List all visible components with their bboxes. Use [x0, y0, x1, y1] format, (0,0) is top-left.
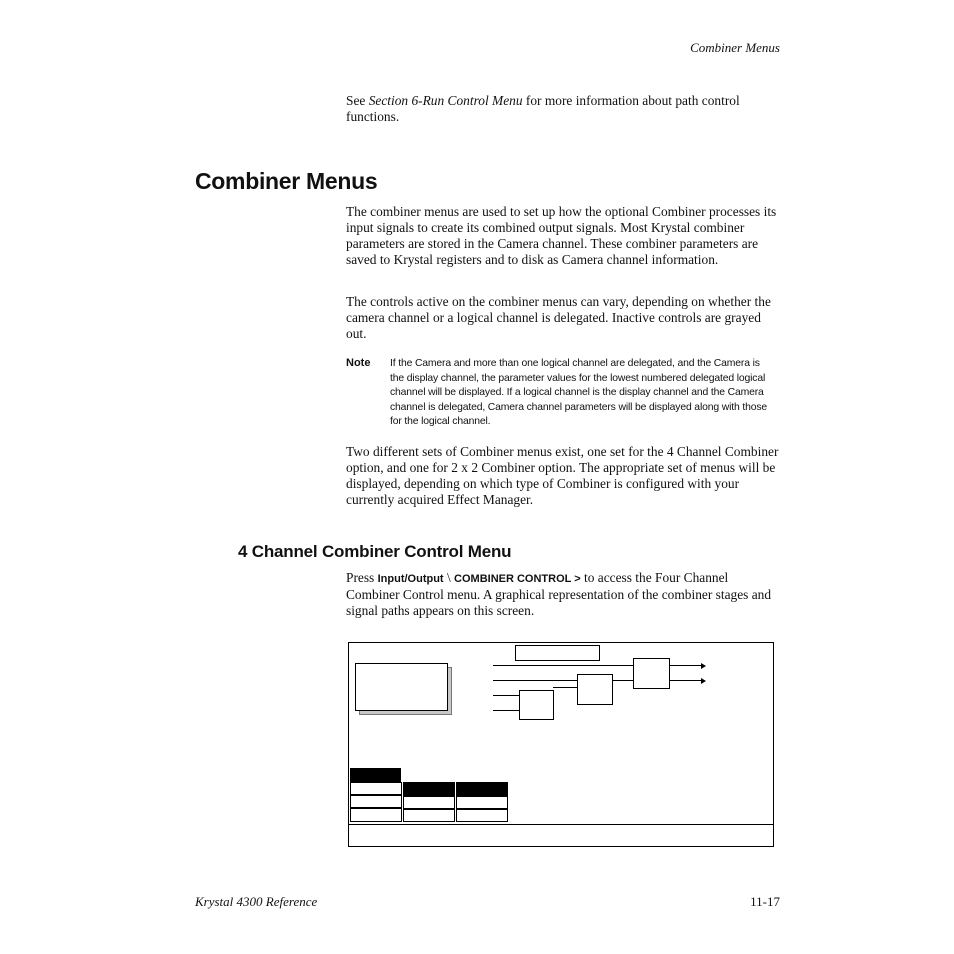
- signal-line-stage1-out: [553, 687, 577, 688]
- running-header: Combiner Menus: [690, 40, 780, 55]
- footer-page-number: 11-17: [750, 894, 780, 909]
- paragraph-2: The controls active on the combiner menus can vary, depending on whether the camera channel or a logical channel is delegated. Inactive controls are grayed out.: [346, 294, 771, 341]
- output-arrow-2-icon: [701, 678, 706, 684]
- signal-line-stage2-out: [612, 680, 633, 681]
- output-line-2: [670, 680, 702, 681]
- control-group-3-field-1[interactable]: [456, 796, 508, 809]
- combiner-stage-3: [633, 658, 670, 689]
- combiner-stage-2: [577, 674, 613, 705]
- intro-paragraph: See Section 6-Run Control Menu for more information about path control functions.: [346, 93, 740, 124]
- signal-line-4: [493, 710, 519, 711]
- signal-line-3: [493, 695, 519, 696]
- channel-label-box: [515, 645, 600, 661]
- control-group-2-field-1[interactable]: [403, 796, 455, 809]
- subsection-title: 4 Channel Combiner Control Menu: [238, 542, 512, 561]
- paragraph-1: The combiner menus are used to set up how the optional Combiner processes its input signals to create its combined output signals. Most Krystal combiner parameters are stored in the Camera channel. These combiner parameters are saved to Krystal registers and to disk as Camera channel information.: [346, 204, 777, 267]
- menu-path-combiner-control: COMBINER CONTROL >: [454, 573, 581, 585]
- combiner-stage-1: [519, 690, 554, 720]
- control-group-1-header[interactable]: [350, 768, 401, 782]
- control-group-1-field-1[interactable]: [350, 782, 402, 795]
- note-label: Note: [346, 357, 371, 369]
- signal-line-1: [493, 665, 633, 666]
- status-bar-divider: [349, 824, 773, 825]
- section-title: Combiner Menus: [195, 168, 378, 194]
- output-arrow-1-icon: [701, 663, 706, 669]
- control-group-3-header[interactable]: [456, 782, 508, 796]
- subsection-paragraph: Press Input/Output \ COMBINER CONTROL > to access the Four Channel Combiner Control menu. A graphical representation of the combiner stages and signal paths appears on this screen.: [346, 570, 772, 618]
- control-group-1-field-3[interactable]: [350, 808, 402, 822]
- footer-doc-title: Krystal 4300 Reference: [195, 894, 318, 909]
- control-group-2-field-2[interactable]: [403, 809, 455, 822]
- paragraph-3: Two different sets of Combiner menus exist, one set for the 4 Channel Combiner option, and one for 2 x 2 Combiner option. The appropriate set of menus will be displayed, depending on which type of Combiner is configured with your currently acquired Effect Manager.: [346, 444, 779, 507]
- note-text: If the Camera and more than one logical channel are delegated, and the Camera is the display channel, the parameter values for the lowest numbered delegated logical channel will be displayed. If a logical channel is the display channel and the Camera channel is delegated, Camera channel parameters will be displayed along with those for the logical channel.: [390, 358, 768, 427]
- output-line-1: [670, 665, 702, 666]
- control-group-3-field-2[interactable]: [456, 809, 508, 822]
- info-panel: [355, 663, 448, 711]
- control-group-1-field-2[interactable]: [350, 795, 402, 808]
- signal-line-2: [493, 680, 577, 681]
- menu-path-input-output: Input/Output: [377, 573, 444, 585]
- control-group-2-header[interactable]: [403, 782, 455, 796]
- section-reference: Section 6-Run Control Menu: [368, 93, 523, 108]
- combiner-control-screen-figure: [348, 642, 774, 847]
